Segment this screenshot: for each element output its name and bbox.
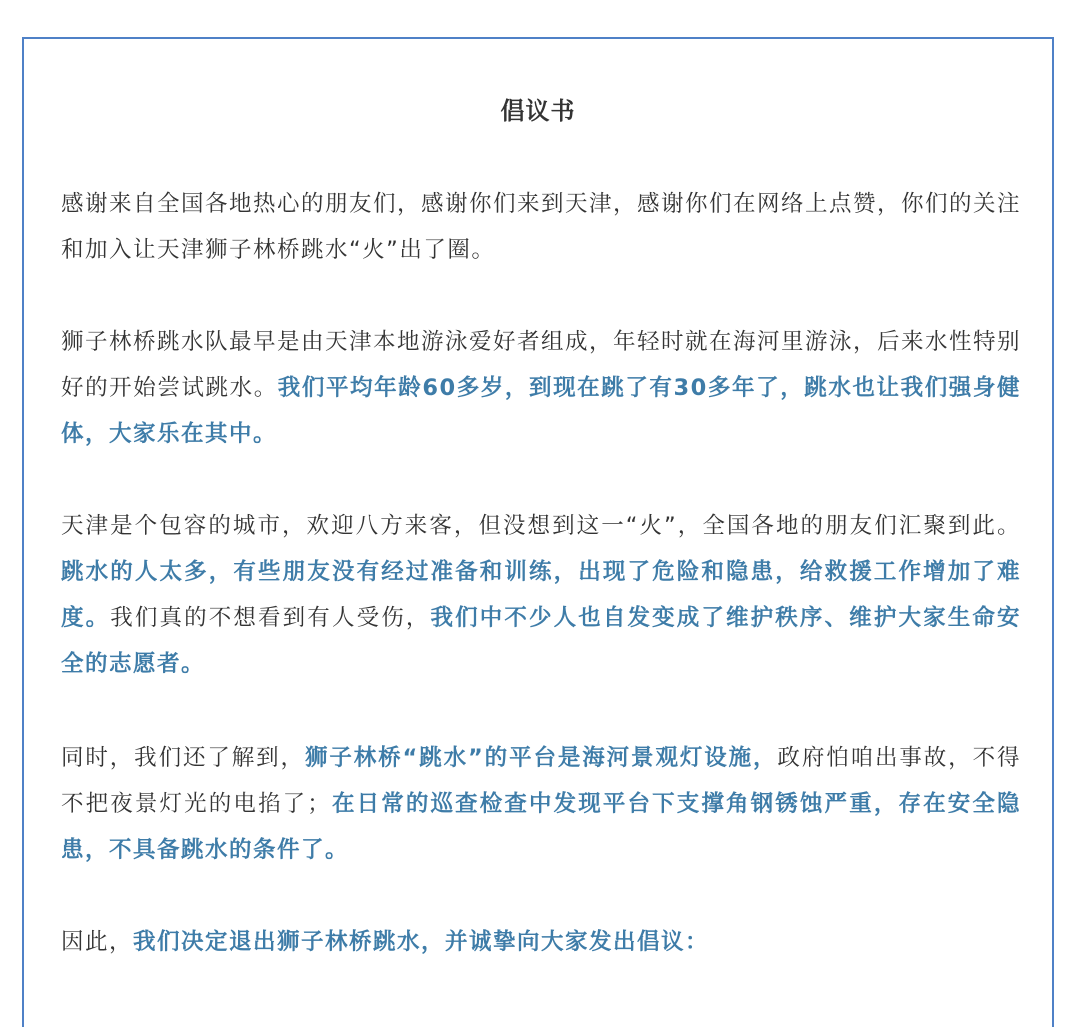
document-frame [22, 37, 1054, 1027]
paragraph-1 [61, 181, 1021, 273]
highlighted-text-segment: 跳水的人太多，有些朋友没有经过准备和训练，出现了危险和隐患，给救援工作增加了难度。 [61, 559, 1021, 631]
highlighted-text-segment: 在日常的巡查检查中发现平台下支撑角钢锈蚀严重，存在安全隐患，不具备跳水的条件了。 [61, 791, 1021, 863]
paragraph-5 [61, 919, 1021, 965]
text-segment: 我们真的不想看到有人受伤， [110, 605, 431, 631]
text-segment: 因此， [61, 929, 134, 955]
text-segment: 政府怕咱出事故，不得不把夜景灯光的电掐了； [61, 745, 1021, 817]
highlighted-text-segment: 我们平均年龄60多岁，到现在跳了有30多年了，跳水也让我们强身健体，大家乐在其中。 [61, 375, 1021, 447]
paragraph-4 [61, 735, 1021, 873]
text-segment: 感谢来自全国各地热心的朋友们，感谢你们来到天津，感谢你们在网络上点赞，你们的关注和加入让天津狮子林桥跳水“火”出了圈。 [61, 191, 1022, 263]
text-segment: 天津是个包容的城市，欢迎八方来客，但没想到这一“火”，全国各地的朋友们汇聚到此。 [61, 513, 1021, 539]
paragraph-2 [61, 319, 1021, 457]
highlighted-text-segment: 我们中不少人也自发变成了维护秩序、维护大家生命安全的志愿者。 [61, 605, 1021, 677]
highlighted-text-segment: 狮子林桥“跳水”的平台是海河景观灯设施， [304, 745, 778, 771]
text-segment: 狮子林桥跳水队最早是由天津本地游泳爱好者组成，年轻时就在海河里游泳，后来水性特别好的开始尝试跳水。 [61, 329, 1022, 401]
text-segment: 同时，我们还了解到， [61, 745, 305, 771]
document-title: 倡议书 [500, 97, 576, 125]
paragraph-3 [61, 503, 1021, 687]
highlighted-text-segment: 我们决定退出狮子林桥跳水，并诚挚向大家发出倡议： [133, 929, 710, 955]
